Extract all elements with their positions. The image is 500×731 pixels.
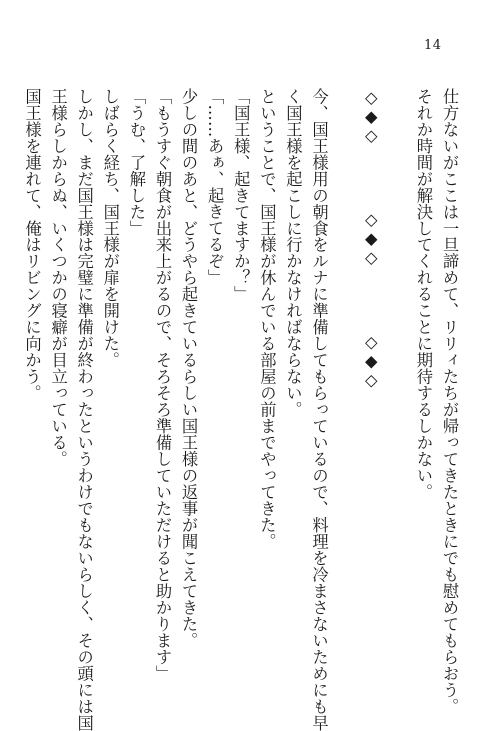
dialogue-line: 「国王様、起きてますか？」 — [231, 88, 251, 303]
dialogue-line: 「……あぁ、起きてるぞ」 — [205, 88, 225, 286]
text-line: 国王様を連れて、俺はリビングに向かう。 — [22, 88, 42, 402]
text-line: 今、国王様用の朝食をルナに準備してもらっているので、料理を冷まさないためにも早 — [309, 88, 329, 731]
blank-line — [332, 88, 358, 668]
text-line: しかし、まだ国王様は完璧に準備が終わったというわけでもないらしく、その頭には国 — [74, 88, 94, 731]
text-line: 仕方ないがここは一旦諦めて、リリィたちが帰ってきたときにでも慰めてもらおう。 — [440, 88, 459, 715]
text-line: く国王様を起こしに行かなければならない。 — [283, 88, 303, 418]
scene-break-ornament: ◇◆◇ ◇◆◇ ◇◆◇ — [361, 88, 381, 390]
text-line: それか時間が解決してくれることに期待するしかない。 — [413, 88, 433, 501]
text-line: ということで、国王様が休んでいる部屋の前までやってきた。 — [257, 88, 277, 550]
page-number: 14 — [424, 38, 442, 53]
dialogue-line: 「うむ、了解した」 — [126, 88, 146, 237]
novel-text-block — [18, 88, 462, 731]
dialogue-line: 「もうすぐ朝食が出来上がるので、そろそろ準備していただけると助かります」 — [152, 88, 172, 682]
text-line: しばらく経ち、国王様が扉を開けた。 — [100, 88, 120, 369]
text-line: 王様らしからぬ、いくつかの寝癖が目立っている。 — [48, 88, 68, 468]
text-line: 少しの間のあと、どうやら起きているらしい国王様の返事が聞こえてきた。 — [179, 88, 199, 649]
blank-line — [384, 88, 410, 668]
